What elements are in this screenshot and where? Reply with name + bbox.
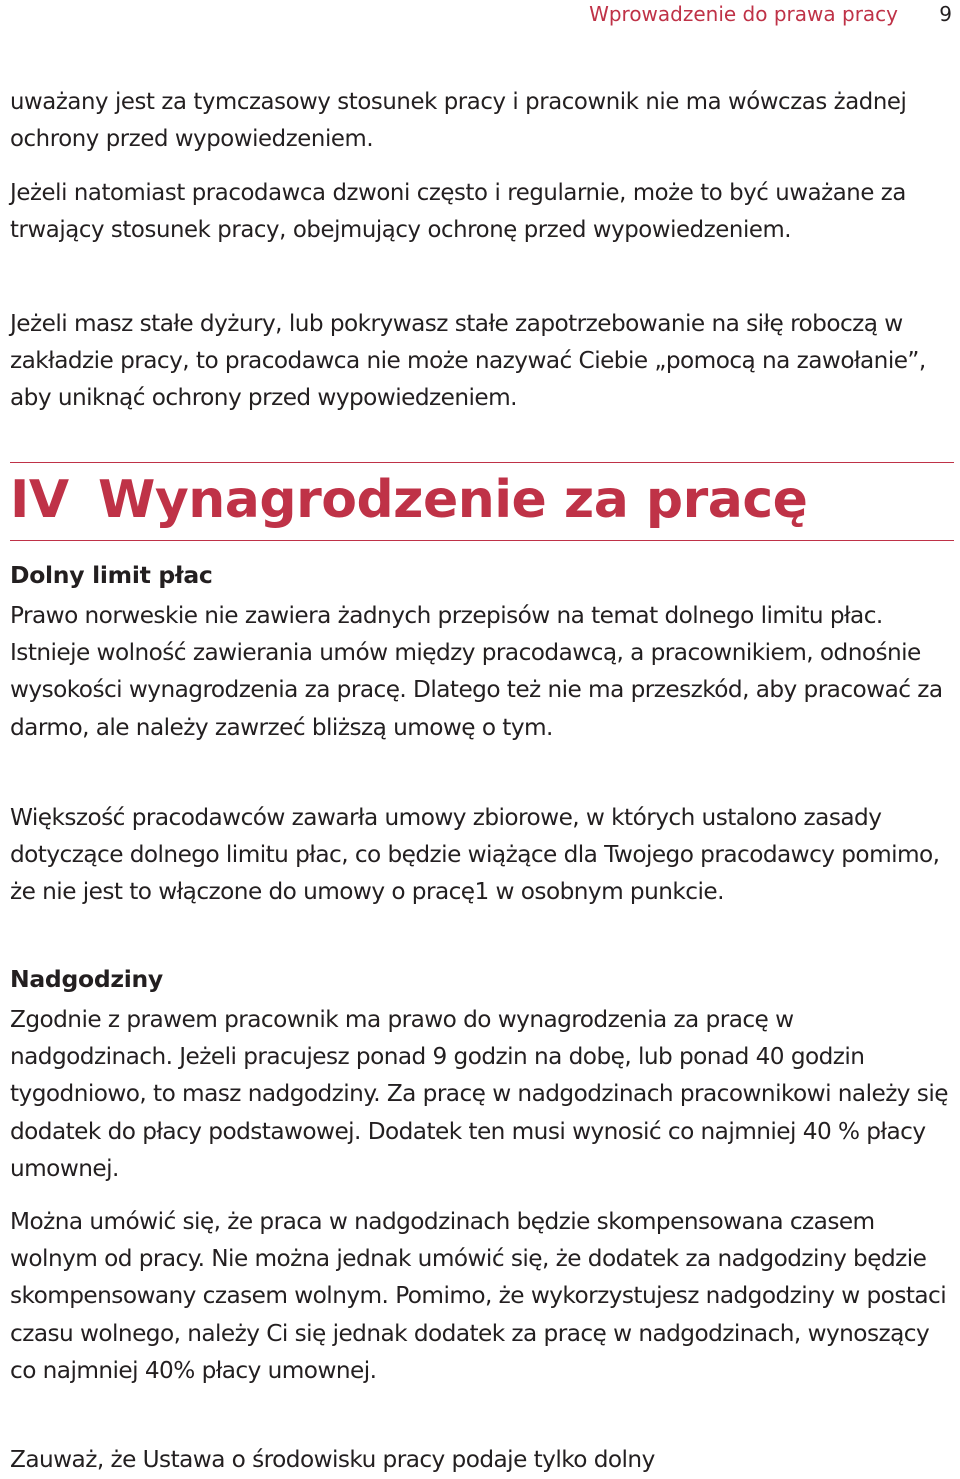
section-rule-bottom bbox=[10, 540, 954, 541]
paragraph: Zauważ, że Ustawa o środowisku pracy podaje tylko dolny bbox=[10, 1446, 655, 1473]
paragraph: Większość pracodawców zawarła umowy zbiorowe, w których ustalono zasady dotyczące dolnego limitu płac, co będzie wiążące dla Twojego pracodawcy pomimo, że nie jest to włączone do umowy o pracę1 w osobnym punkcie. bbox=[10, 804, 940, 906]
paragraph: Jeżeli masz stałe dyżury, lub pokrywasz stałe zapotrzebowanie na siłę roboczą w zakładzie pracy, to pracodawca nie może nazywać Ciebie „pomocą na zawołanie”, aby uniknąć ochrony przed wypowiedzeniem. bbox=[10, 310, 926, 412]
paragraph: uważany jest za tymczasowy stosunek pracy i pracownik nie ma wówczas żadnej ochrony przed wypowiedzeniem. bbox=[10, 89, 907, 153]
section-number: IV bbox=[10, 470, 69, 530]
header-title: Wprowadzenie do prawa pracy bbox=[589, 2, 898, 26]
running-header bbox=[0, 0, 960, 30]
paragraph: Można umówić się, że praca w nadgodzinach będzie skompensowana czasem wolnym od pracy. Nie można jednak umówić się, że dodatek za nadgodziny będzie skompensowany czasem wolnym. Pomimo, że wykorzystujesz nadgodziny w postaci czasu wolnego, należy Ci się jednak dodatek za pracę w nadgodzinach, wynoszący co najmniej 40% płacy umownej. bbox=[10, 1208, 947, 1384]
paragraph: Prawo norweskie nie zawiera żadnych przepisów na temat dolnego limitu płac. Istnieje wolność zawierania umów między pracodawcą, a pracownikiem, odnośnie wysokości wynagrodzenia za pracę. Dlatego też nie ma przeszkód, aby pracować za darmo, ale należy zawrzeć bliższą umowę o tym. bbox=[10, 602, 943, 741]
paragraph: Jeżeli natomiast pracodawca dzwoni często i regularnie, może to być uważane za trwający stosunek pracy, obejmujący ochronę przed wypowiedzeniem. bbox=[10, 180, 906, 244]
page-number: 9 bbox=[939, 2, 952, 26]
subsection-heading: Nadgodziny bbox=[10, 965, 163, 993]
section-title: Wynagrodzenie za pracę bbox=[98, 470, 808, 530]
subsection-heading: Dolny limit płac bbox=[10, 561, 213, 589]
section-heading bbox=[10, 470, 807, 530]
paragraph: Zgodnie z prawem pracownik ma prawo do wynagrodzenia za pracę w nadgodzinach. Jeżeli pracujesz ponad 9 godzin na dobę, lub ponad 40 godzin tygodniowo, to masz nadgodziny. Za pracę w nadgodzinach pracownikowi należy się dodatek do płacy podstawowej. Dodatek ten musi wynosić co najmniej 40 % płacy umownej. bbox=[10, 1006, 948, 1182]
section-rule-top bbox=[10, 462, 954, 463]
